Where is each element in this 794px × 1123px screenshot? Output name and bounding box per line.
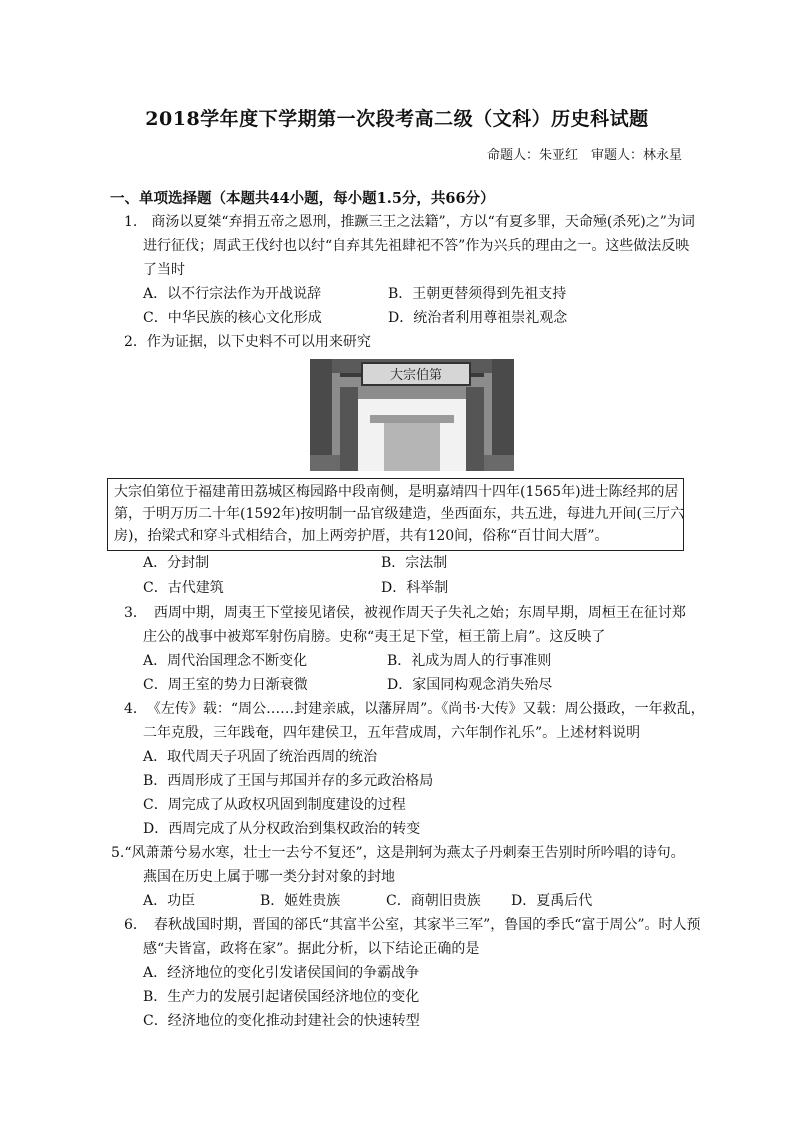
question-4-option-b[interactable]: B．西周形成了王国与邦国并存的多元政治格局	[143, 773, 434, 789]
source-line-2: 第，于明万历二十年(1592年)按明制一品官级建造，坐西面东，共五进，每进九开间(三厅六	[114, 506, 685, 522]
question-6-option-b[interactable]: B．生产力的发展引起诸侯国经济地位的变化	[143, 989, 420, 1005]
question-3-line-1: 3． 西周中期，周夷王下堂接见诸侯，被视作周天子失礼之始；东周早期，周桓王在征讨郑	[124, 605, 686, 621]
question-2-option-c[interactable]: C．古代建筑	[143, 580, 224, 596]
question-4-line-2: 二年克殷，三年践奄，四年建侯卫，五年营成周，六年制作礼乐”。上述材料说明	[143, 725, 641, 741]
question-3-option-a[interactable]: A．周代治国理念不断变化	[143, 653, 308, 669]
question-4-option-a[interactable]: A．取代周天子巩固了统治西周的统治	[143, 749, 378, 765]
question-3-line-2: 庄公的战事中被郑军射伤肩膀。史称“夷王足下堂，桓王箭上肩”。这反映了	[143, 629, 606, 645]
question-5-option-d[interactable]: D．夏禹后代	[511, 893, 593, 909]
source-line-1: 大宗伯第位于福建莆田荔城区梅园路中段南侧，是明嘉靖四十四年(1565年)进士陈经邦的居	[114, 484, 679, 500]
source-line-3: 房)，抬梁式和穿斗式相结合，加上两旁护厝，共有120间，俗称“百廿间大厝”。	[114, 528, 609, 544]
question-6-option-c[interactable]: C．经济地位的变化推动封建社会的快速转型	[143, 1013, 420, 1029]
question-2-option-a[interactable]: A．分封制	[143, 555, 210, 571]
question-5-option-a[interactable]: A．功臣	[143, 893, 196, 909]
source-material-box	[107, 478, 684, 551]
question-5-line-1: 5.“风萧萧兮易水寒，壮士一去兮不复还”，这是荆轲为燕太子丹刺秦王告别时所吟唱的诗句。	[111, 845, 685, 861]
question-2-stem: 2．作为证据，以下史料不可以用来研究	[124, 334, 371, 350]
plaque-text: 大宗伯第	[389, 368, 443, 383]
building-photo	[310, 359, 514, 471]
question-1-line-1: 1. 商汤以夏桀“弃捐五帝之恩刑，推蹶三王之法籍”，方以“有夏多罪，天命殛(杀死)之”为词	[124, 214, 695, 230]
section-heading: 一、单项选择题（本题共44小题，每小题1.5分，共66分）	[110, 190, 495, 207]
question-2-option-d[interactable]: D．科举制	[381, 580, 449, 596]
question-3-option-d[interactable]: D．家国同构观念消失殆尽	[387, 677, 553, 693]
question-5-option-b[interactable]: B．姬姓贵族	[260, 893, 341, 909]
author-line: 命题人：朱亚红 审题人：林永星	[486, 148, 682, 163]
question-6-line-2: 感“夫皆富，政将在家”。据此分析，以下结论正确的是	[143, 941, 480, 957]
question-3-option-b[interactable]: B．礼成为周人的行事准则	[387, 653, 552, 669]
question-1-option-b[interactable]: B．王朝更替须得到先祖支持	[388, 286, 567, 302]
question-4-option-c[interactable]: C．周完成了从政权巩固到制度建设的过程	[143, 797, 406, 813]
question-5-line-2: 燕国在历史上属于哪一类分封对象的封地	[143, 869, 395, 885]
question-1-option-a[interactable]: A．以不行宗法作为开战说辞	[143, 286, 322, 302]
question-6-line-1: 6． 春秋战国时期，晋国的郤氏“其富半公室，其家半三军”，鲁国的季氏“富于周公”。时人预	[124, 917, 701, 933]
question-4-line-1: 4． 《左传》载：“周公……封建亲戚，以藩屏周”。《尚书·大传》又载：周公摄政，一年救乱，	[124, 701, 705, 717]
question-2-option-b[interactable]: B．宗法制	[381, 555, 448, 571]
question-6-option-a[interactable]: A．经济地位的变化引发诸侯国间的争霸战争	[143, 965, 420, 981]
question-4-option-d[interactable]: D．西周完成了从分权政治到集权政治的转变	[143, 821, 421, 837]
question-1-option-c[interactable]: C．中华民族的核心文化形成	[143, 310, 322, 326]
question-1-line-2: 进行征伐；周武王伐纣也以纣“自弃其先祖肆祀不答”作为兴兵的理由之一。这些做法反映	[143, 238, 690, 254]
page-title: 2018学年度下学期第一次段考高二级（文科）历史科试题	[145, 108, 649, 130]
question-3-option-c[interactable]: C．周王室的势力日渐衰微	[143, 677, 308, 693]
question-1-line-3: 了当时	[143, 262, 185, 278]
question-5-option-c[interactable]: C．商朝旧贵族	[386, 893, 481, 909]
question-1-option-d[interactable]: D．统治者利用尊祖崇礼观念	[388, 310, 568, 326]
